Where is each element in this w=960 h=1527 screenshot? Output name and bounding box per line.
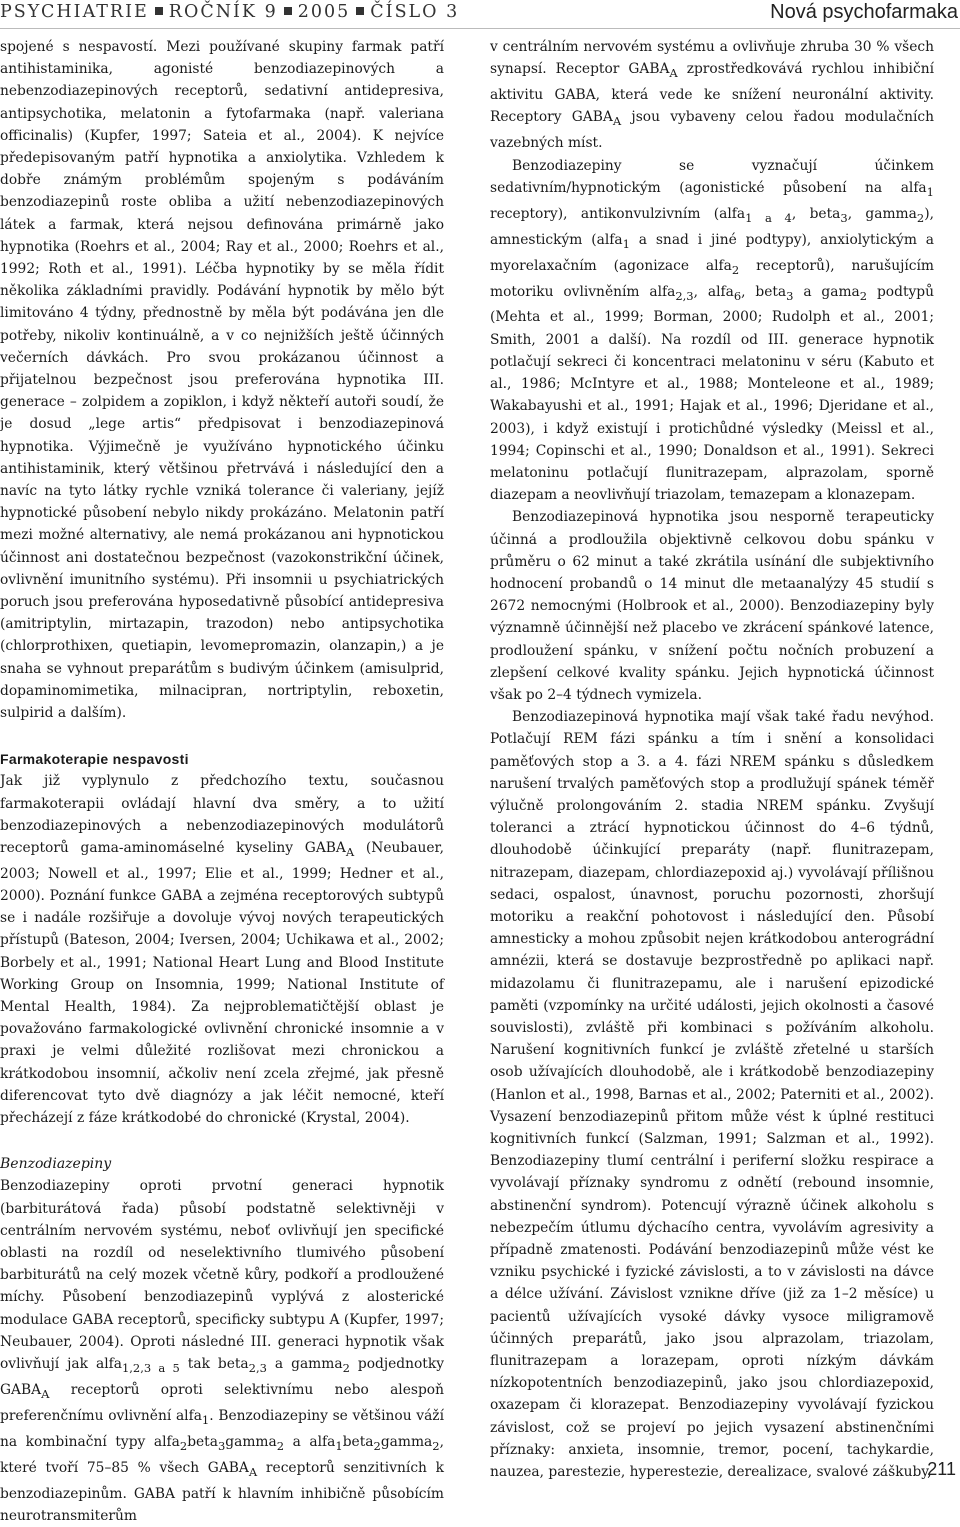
paragraph-ucinnost: Benzodiazepinová hypnotika jsou nesporně terapeuticky účinná a prodloužila objektivně celkovou dobu spánku v průměru o 62 minut a také zkrátila usínání dle subjektivního hodnocení probandů o 14 minut dle metaanalýzy 45 studií s 2672 nemocnými (Holbrook et al., 2000). Benzodiazepiny byly významně účinnější než placebo ve zkrácení spánkové latence, prodloužení spánku, v snížení počtu nočních probuzení a zlepšení celkové kvality spánku. Jejich hypnotická účinnost však po 2–4 týdnech vymizela. — [490, 509, 934, 703]
separator-square-icon — [155, 7, 163, 15]
journal-running-title — [0, 2, 459, 22]
paragraph-farmakoterapie: Jak již vyplynulo z předchozího textu, současnou farmakoterapii ovládají hlavní dva směry, a to užití benzodiazepinových a nebenzodiazepinových modulátorů receptorů gama-aminomáselné kyseliny $GABA_A$ (Neubauer, 2003; Nowell et al., 1997; Elie et al., 1999; Hedner et al., 2000). Poznání funkce GABA a zejména receptorových subtypů se i nadále rozšiřuje a dovoluje vývoj nových terapeutických přístupů (Bateson, 2004; Iversen, 2004; Uchikawa et al., 2002; Borbely et al., 1991; National Heart Lung and Blood Institute Working Group on Insomnia, 1999; National Institute of Mental Health, 1984). Za nejproblematičtější oblast je považováno farmakologické ovlivnění chronické insomnie a v praxi je velmi důležité rozlišovat mezi chronickou a krátkodobou insomnií, ačkoliv není zcela zřejmé, jak přesně diferencovat tyto dvě diagnózy a jak léčit nemocné, kteří přecházejí z fáze krátkodobé do chronické (Krystal, 2004). — [0, 773, 444, 1127]
heading-benzodiazepiny: Benzodiazepiny — [0, 1156, 112, 1173]
volume: ROČNÍK 9 — [168, 2, 278, 22]
paragraph-intro: spojené s nespavostí. Mezi používané skupiny farmak patří antihistaminika, agonisté benzodiazepinových a nebenzodiazepinových receptorů, sedativní antidepresiva, antipsychotika, melatonin a fytofarmaka (např. valeriana officinalis) (Kupfer, 1997; Sateia et al., 2004). K nejvíce předepisovaným patří hypnotika a anxiolytika. Vzhledem k dobře známým problémům spojeným s podáváním benzodiazepinů roste obliba a užití nebenzodiazepinových látek a farmak, která nejsou definována primárně jako hypnotika (Roehrs et al., 2004; Ray et al., 2000; Roehrs et al., 1992; Roth et al., 1991). Léčba hypnotiky by se měla řídit několika základními pravidly. Podávání hypnotik by mělo být limitováno 4 týdny, přednostně by měla být podávána jen dle potřeby, nikoliv kontinuálně, a v co nejnižších ještě účinných večerních dávkách. Pro svou prokázanou účinnost a přijatelnou bezpečnost jsou preferována hypnotika III. generace – zolpidem a zopiklon, i když někteří autoři soudí, že je dosud „lege artis“ předpisovat i benzodiazepinová hypnotika. Výjimečně je využíváno hypnotického účinku antihistaminik, který většinou přetrvává i následující den a navíc na tyto látky rychle vzniká tolerance či valeriany, jejíž hypnotické působení nebylo nikdy prokázáno. Melatonin patří mezi možné alternativy, ale nemá prokázanou ani hypnotickou účinnost ani dostatečnou bezpečnost (vazokonstrikční účinek, ovlivnění imunitního systému). Při insomnii u psychiatrických poruch jsou preferována hyposedativně působící antidepresiva (amitriptylin, mirtazapin, trazodon) nebo antipsychotika (chlorprothixen, quetiapin, levomepromazin, olanzapin,) a je snaha se vyhnout preparátům s budivým účinkem (amisulprid, dopaminomimetika, milnacipran, nortriptylin, reboxetin, sulpirid a dalším). — [0, 39, 444, 722]
separator-square-icon — [356, 7, 364, 15]
running-header — [0, 0, 960, 29]
paragraph-nevyhody: Benzodiazepinová hypnotika mají však také řadu nevýhod. Potlačují REM fázi spánku a tím i snění a konsolidaci paměťových stop a 3. a 4. fázi NREM spánku s důsledkem narušení trvalých paměťových stop a prodlužují spánek téměř výlučně prolongováním 2. stadia NREM spánku. Zvyšují toleranci a ztrácí hypnotickou účinnost do 4–6 týdnů, dlouhodobě účinkující preparáty (např. flunitrazepam, nitrazepam, diazepam, chlordiazepoxid aj.) vyvolávají přílišnou sedaci, ospalost, únavnost, poruchu pozornosti, zhoršují motoriku a reakční pohotovost i následující den. Působí amnesticky a mohou způsobit nejen krátkodobou anterográdní amnézii, která se dostavuje bezprostředně po aplikaci např. midazolamu či flunitrazepamu, ale i narušení epizodické paměti (vzpomínky na určité události, jejich okolnosti a časové souvislosti), zvláště při kombinaci s požíváním alkoholu. Narušení kognitivních funkcí je zvláště zřetelné u starších osob užívajících dlouhodobě, ale i krátkodobě benzodiazepiny (Hanlon et al., 1998, Barnas et al., 2002; Paterniti et al., 2002). Vysazení benzodiazepinů přitom může vést k úplné restituci kognitivních funkcí (Salzman, 1991; Salzman et al., 1992). Benzodiazepiny tlumí centrální i periferní složku respirace a vyvolávají příznaky syndromu z odnětí (rebound insomnie, abstinenční syndrom). Potencují výrazně účinek alkoholu s nebezpečím útlumu dýchacího centra, vyvolávím agresivity a případně zmatenosti. Podávání benzodiazepinů může vést ke vzniku psychické i fyzické závislosti, a to v závislosti na dávce a délce užívání. Závislost vznikne dříve (již za 1–2 měsíce) u pacientů užívajících vysoké dávky vysoce miligramově účinných preparátů, jako jsou alprazolam, triazolam, flunitrazepam a lorazepam, oproti nízkým dávkám nízkopotentních benzodiazepinů, jako jsou chlordiazepoxid, oxazepam či klorazepat. Benzodiazepiny vyvolávají fyzickou závislost, což se projeví po jejich vysazení abstinenčními příznaky: anxieta, insomnie, tremor, pocení, tachykardie, nauzea, parestezie, hyperestezie, derealizace, svalové záškuby, — [490, 709, 934, 1481]
paragraph-gaba: v centrálním nervovém systému a ovlivňuje zhruba 30 % všech synapsí. Receptor $GABA_A$ zprostředkovává rychlou inhibiční aktivitu GABA, která vede ke snížení neuronální aktivity. Receptory $GABA_A$ jsou vybaveny celou řadou modulačních vazebných míst. — [490, 39, 934, 152]
separator-square-icon — [284, 7, 292, 15]
section-title: Nová psychofarmaka — [770, 1, 958, 23]
paragraph-benzodiazepiny: Benzodiazepiny oproti prvotní generaci hypnotik (barbiturátová řada) působí podstatně selektivněji v centrálním nervovém systému, neboť ovlivňují jen specifické oblasti na rozdíl od neselektivního tlumivého působení barbiturátů na celý mozek včetně kůry, podkoří a prodloužené míchy. Působení benzodiazepinů vyplývá z alosterické modulace GABA receptorů, specificky subtypu A (Kupfer, 1997; Neubauer, 2004). Oproti následné III. generaci hypnotik však ovlivňují jak alfa$_{1,2,3 a 5}$ tak beta$_{2,3}$ a gamma$_2$ podjednotky $GABA_A$ receptorů oproti selektivnímu nebo alespoň preferenčnímu ovlivnění alfa$_1$. Benzodiazepiny se většinou váží na kombinační typy alfa$_2$beta$_3$gamma$_2$ a alfa$_1$beta$_2$gamma$_2$, které tvoří 75–85 % všech $GABA_A$ receptorů senzitivních k benzodiazepinům. GABA patří k hlavním inhibičně působícím neurotransmiterům — [0, 1178, 445, 1524]
journal-name: PSYCHIATRIE — [0, 2, 149, 22]
left-column — [0, 36, 445, 1524]
page-number: 211 — [927, 1459, 956, 1479]
right-column — [490, 36, 934, 1481]
paragraph-ucinky: Benzodiazepiny se vyznačují účinkem sedativním/hypnotickým (agonistické působení na alfa$_1$ receptory), antikonvulzivním (alfa$_{1 a 4}$, beta$_3$, gamma$_2$), amnestickým (alfa$_1$ a snad i jiné podtypy), anxiolytickým a myorelaxačním (agonizace alfa$_2$ receptorů), narušujícím motoriku ovlivněním alfa$_{2,3}$, alfa$_6$, beta$_3$ a gama$_2$ podtypů (Mehta et al., 1999; Borman, 2000; Rudolph et al., 2001; Smith, 2001 a další). Na rozdíl od III. generace hypnotik potlačují sekreci či koncentraci melatoninu v séru (Kabuto et al., 1986; McIntyre et al., 1988; Monteleone et al., 1989; Wakabayushi et al., 1991; Hajak et al., 1996; Djeridane et al., 2003), i když existují i protichůdné výsledky (Meissl et al., 1994; Copinschi et al., 1990; Donaldson et al., 1991). Sekreci melatoninu potlačují flunitrazepam, alprazolam, sporně diazepam a neovlivňují triazolam, temazepam a klonazepam. — [490, 157, 934, 504]
year: 2005 — [297, 2, 351, 22]
issue: ČÍSLO 3 — [370, 2, 460, 22]
heading-farmakoterapie: Farmakoterapie nespavosti — [0, 751, 189, 768]
